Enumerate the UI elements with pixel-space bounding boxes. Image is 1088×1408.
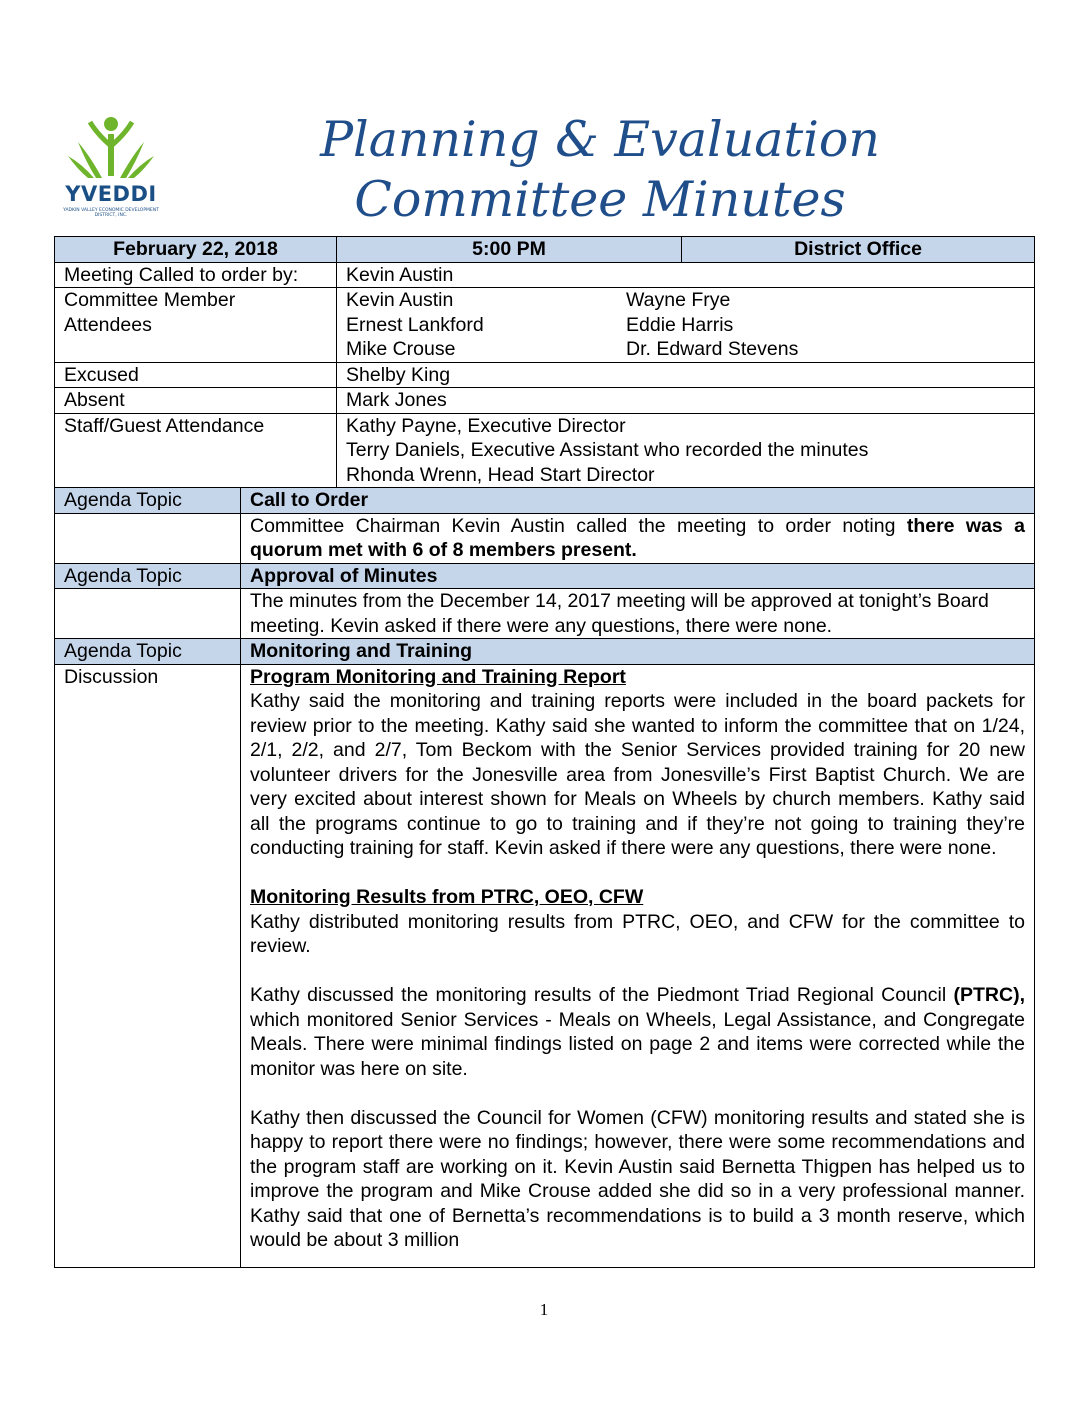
- excused-value: Shelby King: [337, 362, 1035, 388]
- discussion-row: [55, 664, 1035, 1267]
- call-to-order-bold: there was a quorum met with 6 of 8 members present.: [250, 514, 1025, 561]
- agenda-topic-label: Agenda Topic: [55, 488, 241, 514]
- section-heading: Program Monitoring and Training Report: [250, 665, 626, 688]
- staff-list: [337, 413, 1035, 488]
- agenda-topic-title: Call to Order: [241, 488, 1035, 514]
- section-paragraph: Kathy distributed monitoring results from PTRC, OEO, and CFW for the committee to review.: [250, 910, 1025, 957]
- member-name: Kevin Austin: [346, 289, 454, 311]
- meeting-date: February 22, 2018: [55, 237, 337, 263]
- call-to-order-plain: Committee Chairman Kevin Austin called the meeting to order noting: [250, 514, 907, 537]
- members-label-line-1: Committee Member: [64, 289, 236, 311]
- ptrc-text-b: which monitored Senior Services - Meals on Wheels, Legal Assistance, and Congregate Meals. There were minimal findings listed on page 2 and items were corrected while the monitor was here on site.: [250, 1008, 1025, 1080]
- members-list: [337, 288, 1035, 363]
- members-label: [55, 288, 337, 363]
- members-label-line-2: Attendees: [64, 313, 152, 336]
- minutes-table: [54, 236, 1035, 1268]
- ptrc-text-a: Kathy discussed the monitoring results of the Piedmont Triad Regional Council: [250, 984, 954, 1006]
- absent-value: Mark Jones: [337, 388, 1035, 414]
- section-heading: Monitoring Results from PTRC, OEO, CFW: [250, 886, 644, 908]
- member-name: Eddie Harris: [626, 313, 734, 336]
- meeting-header-row: [55, 237, 1035, 263]
- member-name: Dr. Edward Stevens: [626, 338, 799, 360]
- excused-label: Excused: [55, 362, 337, 388]
- discussion-body: [241, 664, 1035, 1267]
- member-name: Mike Crouse: [346, 338, 456, 360]
- agenda-topic-title: Approval of Minutes: [241, 563, 1035, 589]
- called-by-value: Kevin Austin: [337, 262, 1035, 288]
- agenda-topic-title: Monitoring and Training: [241, 639, 1035, 665]
- members-row: [55, 288, 1035, 363]
- yveddi-logo: [52, 116, 170, 222]
- section-paragraph: Kathy said the monitoring and training reports were included in the board packets for review prior to the meeting. Kathy said she wanted to inform the committee that on 1/24, 2/1, 2/2, and 2/7, Tom Beckom with the Senior Services provided training for 20 new volunteer drivers for the Jonesville area from Jonesville’s First Baptist Church. We are very excited about interest shown for Meals on Wheels by church members. Kathy said all the programs continue to go to training and if they’re not going to training they’re conducting training for staff. Kevin asked if there were any questions, there were none.: [250, 690, 1025, 859]
- approval-text: The minutes from the December 14, 2017 meeting will be approved at tonight’s Board meeting. Kevin asked if there were any questions, there were none.: [241, 589, 1035, 639]
- staff-label: Staff/Guest Attendance: [55, 413, 337, 488]
- logo-figure-icon: [52, 116, 170, 186]
- staff-row: [55, 413, 1035, 488]
- staff-line: Terry Daniels, Executive Assistant who recorded the minutes: [346, 439, 869, 461]
- excused-row: [55, 362, 1035, 388]
- meeting-time: 5:00 PM: [337, 237, 682, 263]
- agenda-body-label: [55, 513, 241, 563]
- member-name: Wayne Frye: [626, 289, 731, 311]
- document-title: [250, 110, 950, 230]
- section-paragraph: Kathy then discussed the Council for Women (CFW) monitoring results and stated she is happy to report there were no findings; however, there were some recommendations and the program staff are working on it. Kevin Austin said Bernetta Thigpen has helped us to improve the program and Mike Crouse added she did so in a very professional manner. Kathy said that one of Bernetta’s recommendations is to build a 3 month reserve, which would be about 3 million: [250, 1106, 1025, 1251]
- absent-label: Absent: [55, 388, 337, 414]
- agenda-body-label: [55, 589, 241, 639]
- staff-line: Rhonda Wrenn, Head Start Director: [346, 463, 655, 486]
- agenda-topic-row: [55, 563, 1035, 589]
- absent-row: [55, 388, 1035, 414]
- member-name: Ernest Lankford: [346, 313, 484, 336]
- ptrc-bold: (PTRC),: [953, 984, 1025, 1006]
- logo-wordmark: YVEDDI: [65, 182, 157, 206]
- meeting-location: District Office: [682, 237, 1035, 263]
- logo-subtitle: YADKIN VALLEY ECONOMIC DEVELOPMENT DISTRICT, INC.: [63, 208, 159, 218]
- called-by-label: Meeting Called to order by:: [55, 262, 337, 288]
- title-line-2: Committee Minutes: [354, 171, 846, 228]
- called-by-row: [55, 262, 1035, 288]
- title-line-1: Planning & Evaluation: [320, 111, 880, 168]
- call-to-order-text: [241, 513, 1035, 563]
- discussion-label: Discussion: [55, 664, 241, 1267]
- agenda-topic-row: [55, 639, 1035, 665]
- page-number: 1: [539, 1300, 549, 1319]
- agenda-topic-label: Agenda Topic: [55, 639, 241, 665]
- agenda-topic-row: [55, 488, 1035, 514]
- agenda-body-row: [55, 513, 1035, 563]
- staff-line: Kathy Payne, Executive Director: [346, 414, 626, 437]
- agenda-topic-label: Agenda Topic: [55, 563, 241, 589]
- agenda-body-row: [55, 589, 1035, 639]
- section-paragraph: [250, 983, 1025, 1081]
